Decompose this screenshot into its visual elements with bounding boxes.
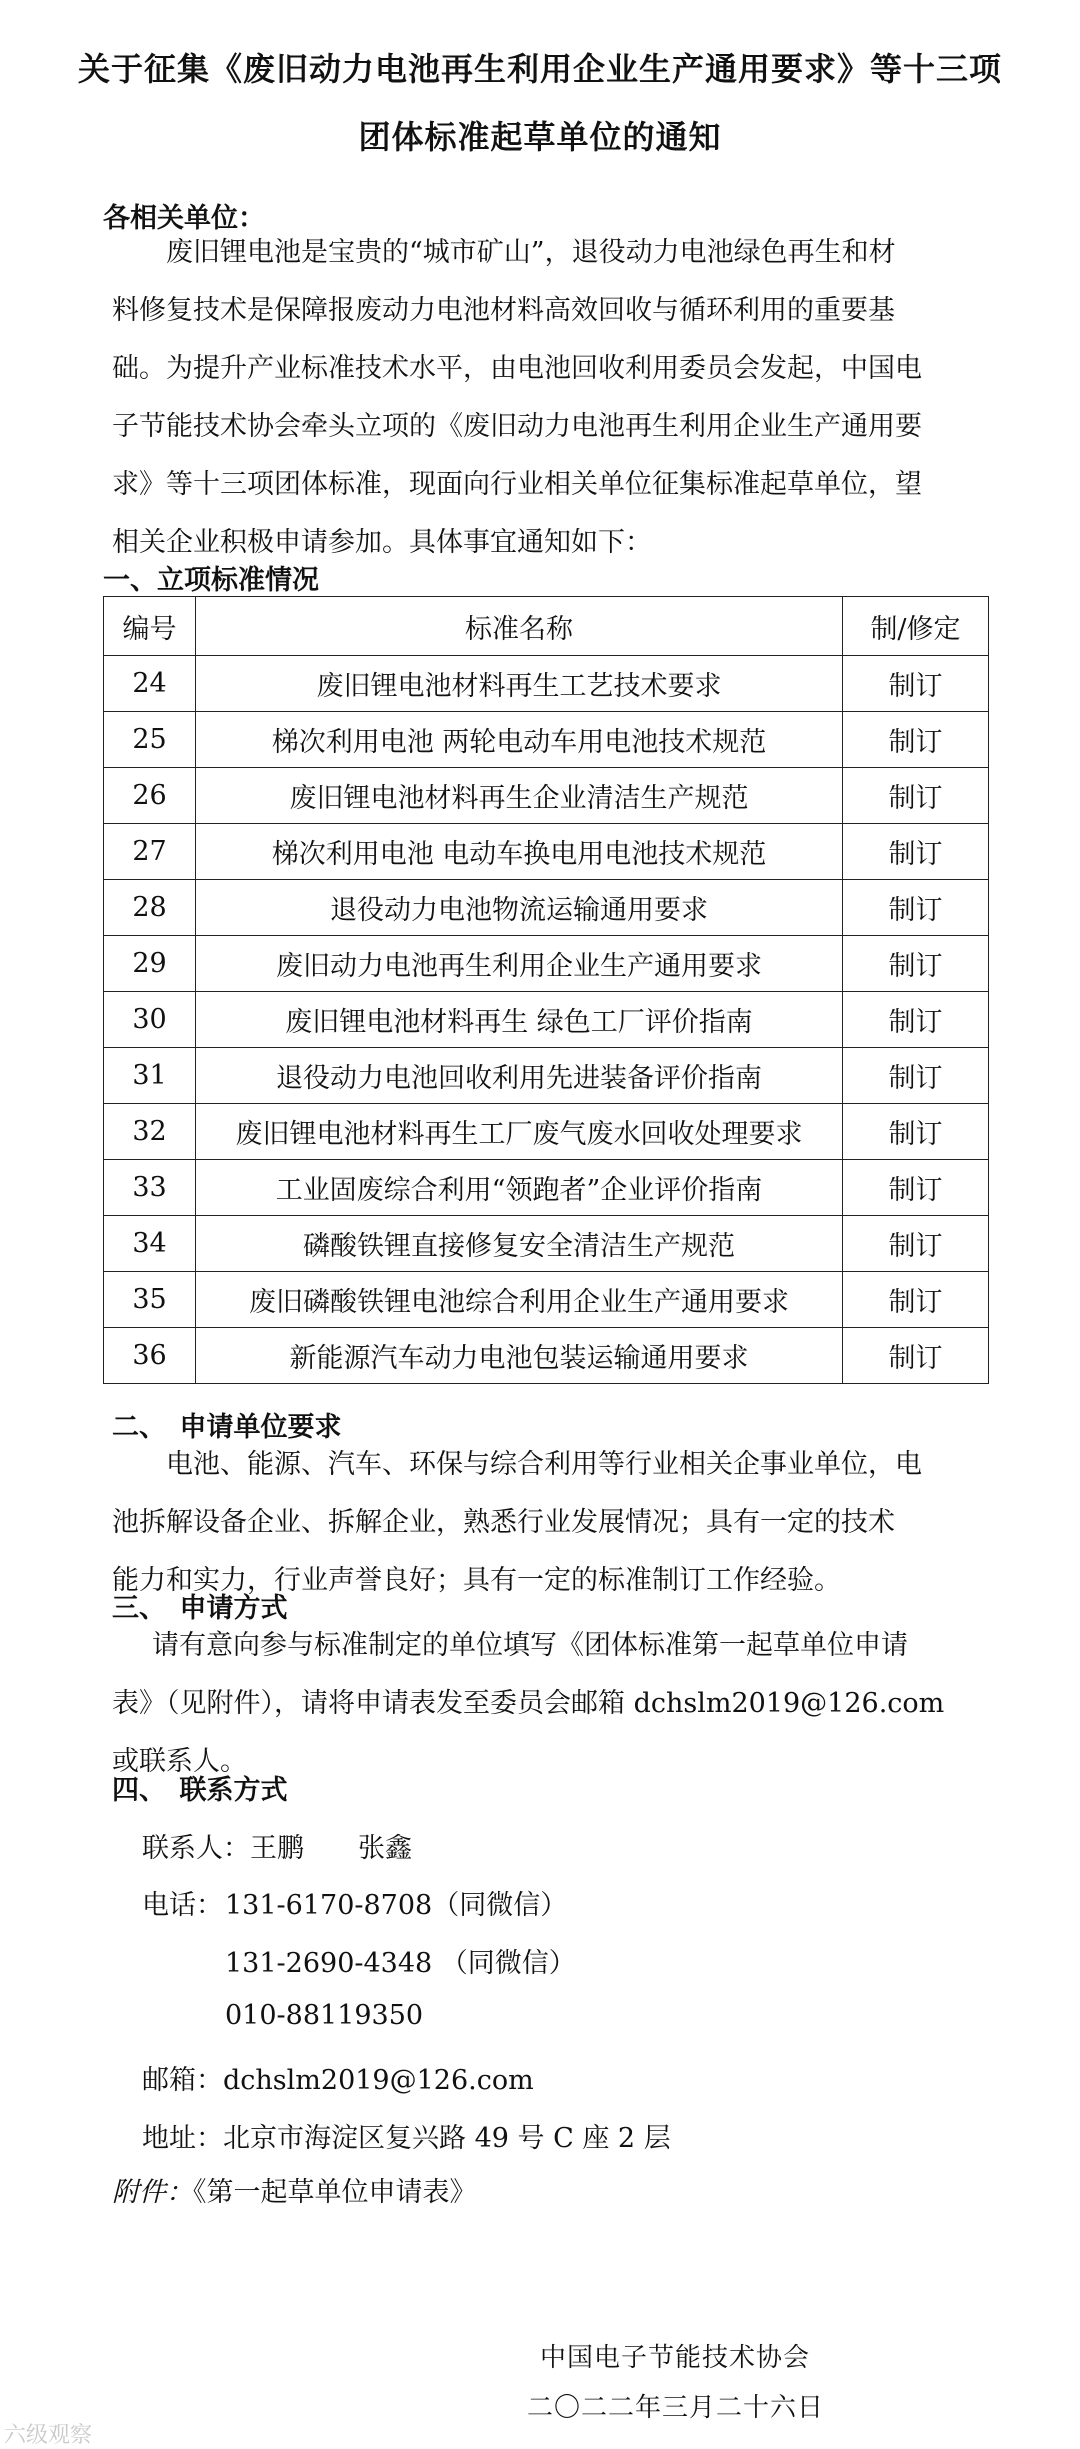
row-standard-name: 废旧锂电池材料再生工厂废气废水回收处理要求	[196, 1104, 843, 1160]
document-title-line2: 团体标准起草单位的通知	[358, 118, 722, 156]
phone-1: 131-6170-8708（同微信）	[225, 1890, 568, 1921]
row-standard-name: 废旧锂电池材料再生工艺技术要求	[196, 656, 843, 712]
intro-line: 相关企业积极申请参加。具体事宜通知如下：	[112, 527, 652, 558]
row-number: 34	[104, 1216, 196, 1272]
table-row	[104, 656, 989, 712]
section3-line: 请有意向参与标准制定的单位填写《团体标准第一起草单位申请	[152, 1630, 908, 1661]
row-number: 33	[104, 1160, 196, 1216]
row-number: 31	[104, 1048, 196, 1104]
table-row	[104, 992, 989, 1048]
email-line: 邮箱：dchslm2019@126.com	[142, 2065, 534, 2096]
row-type: 制订	[843, 824, 989, 880]
row-type: 制订	[843, 1216, 989, 1272]
section1-heading: 一、立项标准情况	[103, 565, 319, 596]
section3-heading: 三、 申请方式	[112, 1593, 288, 1624]
header-number: 编号	[104, 597, 196, 656]
row-number: 30	[104, 992, 196, 1048]
row-type: 制订	[843, 1104, 989, 1160]
row-number: 29	[104, 936, 196, 992]
intro-line: 求》等十三项团体标准，现面向行业相关单位征集标准起草单位，望	[112, 469, 922, 500]
row-type: 制订	[843, 992, 989, 1048]
section3-paragraph	[112, 1617, 982, 1791]
phone-3: 010-88119350	[225, 2000, 424, 2031]
table-row	[104, 1328, 989, 1384]
attachment-label: 附件：	[112, 2177, 193, 2208]
row-number: 24	[104, 656, 196, 712]
watermark: 六级观察	[4, 2423, 93, 2448]
row-number: 27	[104, 824, 196, 880]
phone-2: 131-2690-4348 （同微信）	[225, 1948, 576, 1979]
section3-line: 表》（见附件），请将申请表发至委员会邮箱 dchslm2019@126.com	[112, 1688, 945, 1719]
table-row	[104, 936, 989, 992]
row-number: 32	[104, 1104, 196, 1160]
phone-label: 电话：	[142, 1890, 223, 1921]
row-number: 25	[104, 712, 196, 768]
table-row	[104, 1272, 989, 1328]
row-standard-name: 工业固废综合利用“领跑者”企业评价指南	[196, 1160, 843, 1216]
section4-heading: 四、 联系方式	[112, 1775, 288, 1806]
row-standard-name: 退役动力电池物流运输通用要求	[196, 880, 843, 936]
table-row	[104, 1104, 989, 1160]
row-standard-name: 废旧磷酸铁锂电池综合利用企业生产通用要求	[196, 1272, 843, 1328]
row-type: 制订	[843, 1160, 989, 1216]
intro-line: 料修复技术是保障报废动力电池材料高效回收与循环利用的重要基	[112, 295, 895, 326]
row-standard-name: 废旧锂电池材料再生企业清洁生产规范	[196, 768, 843, 824]
table-row	[104, 824, 989, 880]
section3-line: 或联系人。	[112, 1746, 247, 1777]
table-row	[104, 768, 989, 824]
intro-paragraph	[112, 224, 982, 572]
standards-table	[103, 596, 989, 1384]
table-header-row	[104, 597, 989, 656]
row-standard-name: 退役动力电池回收利用先进装备评价指南	[196, 1048, 843, 1104]
section2-line: 池拆解设备企业、拆解企业，熟悉行业发展情况；具有一定的技术	[112, 1507, 895, 1538]
table-row	[104, 1048, 989, 1104]
row-number: 35	[104, 1272, 196, 1328]
salutation: 各相关单位：	[103, 203, 265, 234]
row-standard-name: 梯次利用电池 两轮电动车用电池技术规范	[196, 712, 843, 768]
intro-line: 子节能技术协会牵头立项的《废旧动力电池再生利用企业生产通用要	[112, 411, 922, 442]
row-standard-name: 废旧锂电池材料再生 绿色工厂评价指南	[196, 992, 843, 1048]
section2-heading: 二、 申请单位要求	[112, 1412, 342, 1443]
section2-line: 能力和实力，行业声誉良好；具有一定的标准制订工作经验。	[112, 1565, 841, 1596]
table-row	[104, 1160, 989, 1216]
section2-paragraph	[112, 1436, 982, 1610]
address-line: 地址：北京市海淀区复兴路 49 号 C 座 2 层	[142, 2123, 671, 2154]
table-row	[104, 712, 989, 768]
row-standard-name: 梯次利用电池 电动车换电用电池技术规范	[196, 824, 843, 880]
table-row	[104, 1216, 989, 1272]
row-type: 制订	[843, 936, 989, 992]
table-row	[104, 880, 989, 936]
attachment-name: 《第一起草单位申请表》	[193, 2177, 477, 2208]
intro-line: 础。为提升产业标准技术水平，由电池回收利用委员会发起，中国电	[112, 353, 922, 384]
row-standard-name: 磷酸铁锂直接修复安全清洁生产规范	[196, 1216, 843, 1272]
attachment-line	[112, 2170, 477, 2209]
row-type: 制订	[843, 1048, 989, 1104]
header-type: 制/修定	[843, 597, 989, 656]
row-number: 36	[104, 1328, 196, 1384]
row-number: 28	[104, 880, 196, 936]
row-type: 制订	[843, 1272, 989, 1328]
contact-persons: 联系人：王鹏 张鑫	[142, 1833, 412, 1864]
section2-line: 电池、能源、汽车、环保与综合利用等行业相关企事业单位，电	[166, 1449, 922, 1480]
row-standard-name: 新能源汽车动力电池包装运输通用要求	[196, 1328, 843, 1384]
header-name: 标准名称	[196, 597, 843, 656]
row-type: 制订	[843, 880, 989, 936]
row-standard-name: 废旧动力电池再生利用企业生产通用要求	[196, 936, 843, 992]
row-type: 制订	[843, 1328, 989, 1384]
signature-org: 中国电子节能技术协会	[540, 2343, 811, 2373]
row-type: 制订	[843, 712, 989, 768]
signature-date: 二〇二二年三月二十六日	[527, 2393, 825, 2423]
row-number: 26	[104, 768, 196, 824]
row-type: 制订	[843, 656, 989, 712]
intro-line: 废旧锂电池是宝贵的“城市矿山”，退役动力电池绿色再生和材	[166, 237, 896, 268]
row-type: 制订	[843, 768, 989, 824]
document-title-line1: 关于征集《废旧动力电池再生利用企业生产通用要求》等十三项	[77, 50, 1002, 88]
